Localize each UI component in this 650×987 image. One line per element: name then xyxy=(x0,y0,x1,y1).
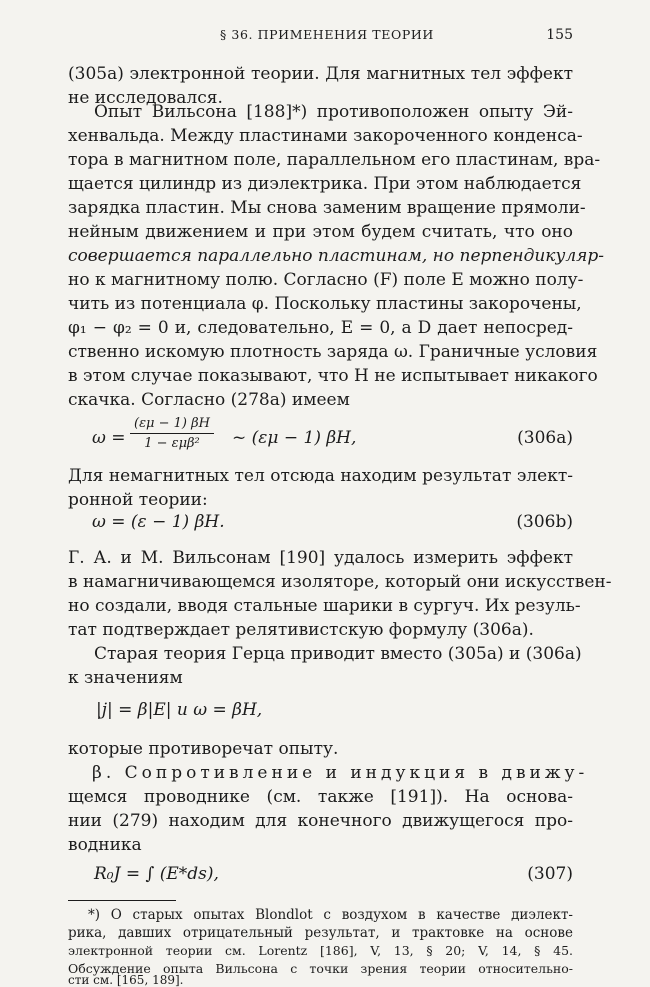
page-header xyxy=(68,27,573,47)
footnote-line: *) О старых опытах Blondlot с воздухом в качестве диэлект- xyxy=(88,907,573,923)
text-line: зарядка пластин. Мы снова заменим вращение прямоли- xyxy=(68,198,586,218)
equation-fraction xyxy=(130,416,214,451)
fraction-denominator: 1 − εμβ² xyxy=(144,436,200,451)
equation-text: R₀J = ∫ (E*ds), xyxy=(94,864,219,884)
text-line: но к магнитному полю. Согласно (F) поле E можно полу- xyxy=(68,270,584,290)
text-line: нейным движением и при этом будем считать, что оно xyxy=(68,222,573,242)
text-line: (305а) электронной теории. Для магнитных тел эффект xyxy=(68,64,573,84)
equation-307 xyxy=(68,864,573,890)
text-line: не исследовался. xyxy=(68,88,223,108)
equation-number: (306а) xyxy=(517,428,573,448)
footnote-separator xyxy=(68,900,176,901)
text-line: ственно искомую плотность заряда ω. Граничные условия xyxy=(68,342,598,362)
text-line: в этом случае показывают, что H не испытывает никакого xyxy=(68,366,598,386)
equation-lhs: ω = xyxy=(92,428,126,448)
text-line: Опыт Вильсона [188]*) противоположен опыту Эй- xyxy=(94,102,573,122)
text-line: φ₁ − φ₂ = 0 и, следовательно, E = 0, а D дает непосред- xyxy=(68,318,573,338)
text-line: к значениям xyxy=(68,668,183,688)
footnote-line: сти см. [165, 189]. xyxy=(68,973,184,987)
text-line: тат подтверждает релятивистскую формулу (306а). xyxy=(68,620,534,640)
equation-hertz xyxy=(68,700,573,726)
text-line: водника xyxy=(68,835,142,855)
equation-number: (306b) xyxy=(516,512,573,532)
text-line: чить из потенциала φ. Поскольку пластины закорочены, xyxy=(68,294,582,314)
text-line: скачка. Согласно (278а) имеем xyxy=(68,390,350,410)
fraction-numerator: (εμ − 1) βH xyxy=(130,416,214,434)
equation-306a xyxy=(68,416,573,460)
text-line: но создали, вводя стальные шарики в сургуч. Их резуль- xyxy=(68,596,581,616)
text-line: Г. А. и М. Вильсонам [190] удалось измерить эффект xyxy=(68,548,573,568)
text-line: щемся проводнике (см. также [191]). На основа- xyxy=(68,787,573,807)
running-head: § 36. ПРИМЕНЕНИЯ ТЕОРИИ xyxy=(220,27,434,42)
text-line: которые противоречат опыту. xyxy=(68,739,339,759)
text-line: в намагничивающемся изоляторе, который они искусствен- xyxy=(68,572,612,592)
text-line: совершается параллельно пластинам, но перпендикуляр- xyxy=(68,246,605,266)
text-line: Для немагнитных тел отсюда находим результат элект- xyxy=(68,466,573,486)
footnote-line: рика, давших отрицательный результат, и трактовке на основе xyxy=(68,925,573,941)
equation-306b xyxy=(68,512,573,538)
text-line: нии (279) находим для конечного движущегося про- xyxy=(68,811,573,831)
section-heading-line: β. Сопротивление и индукция в движу- xyxy=(92,763,589,783)
text-line: ронной теории: xyxy=(68,490,208,510)
equation-text: ω = (ε − 1) βH. xyxy=(92,512,225,532)
text-line: хенвальда. Между пластинами закороченного конденса- xyxy=(68,126,583,146)
footnote-line: электронной теории см. Lorentz [186], V, 13, § 20; V, 14, § 45. xyxy=(68,943,573,958)
text-line: Старая теория Герца приводит вместо (305а) и (306а) xyxy=(94,644,582,664)
equation-rhs: ~ (εμ − 1) βH, xyxy=(232,428,357,448)
text-line: тора в магнитном поле, параллельном его пластинам, вра- xyxy=(68,150,601,170)
equation-text: |j| = β|E| и ω = βH, xyxy=(96,700,263,720)
footnote-line: Обсуждение опыта Вильсона с точки зрения теории относительно- xyxy=(68,961,573,976)
equation-number: (307) xyxy=(527,864,573,884)
text-line: щается цилиндр из диэлектрика. При этом наблюдается xyxy=(68,174,582,194)
page-number: 155 xyxy=(546,27,573,43)
